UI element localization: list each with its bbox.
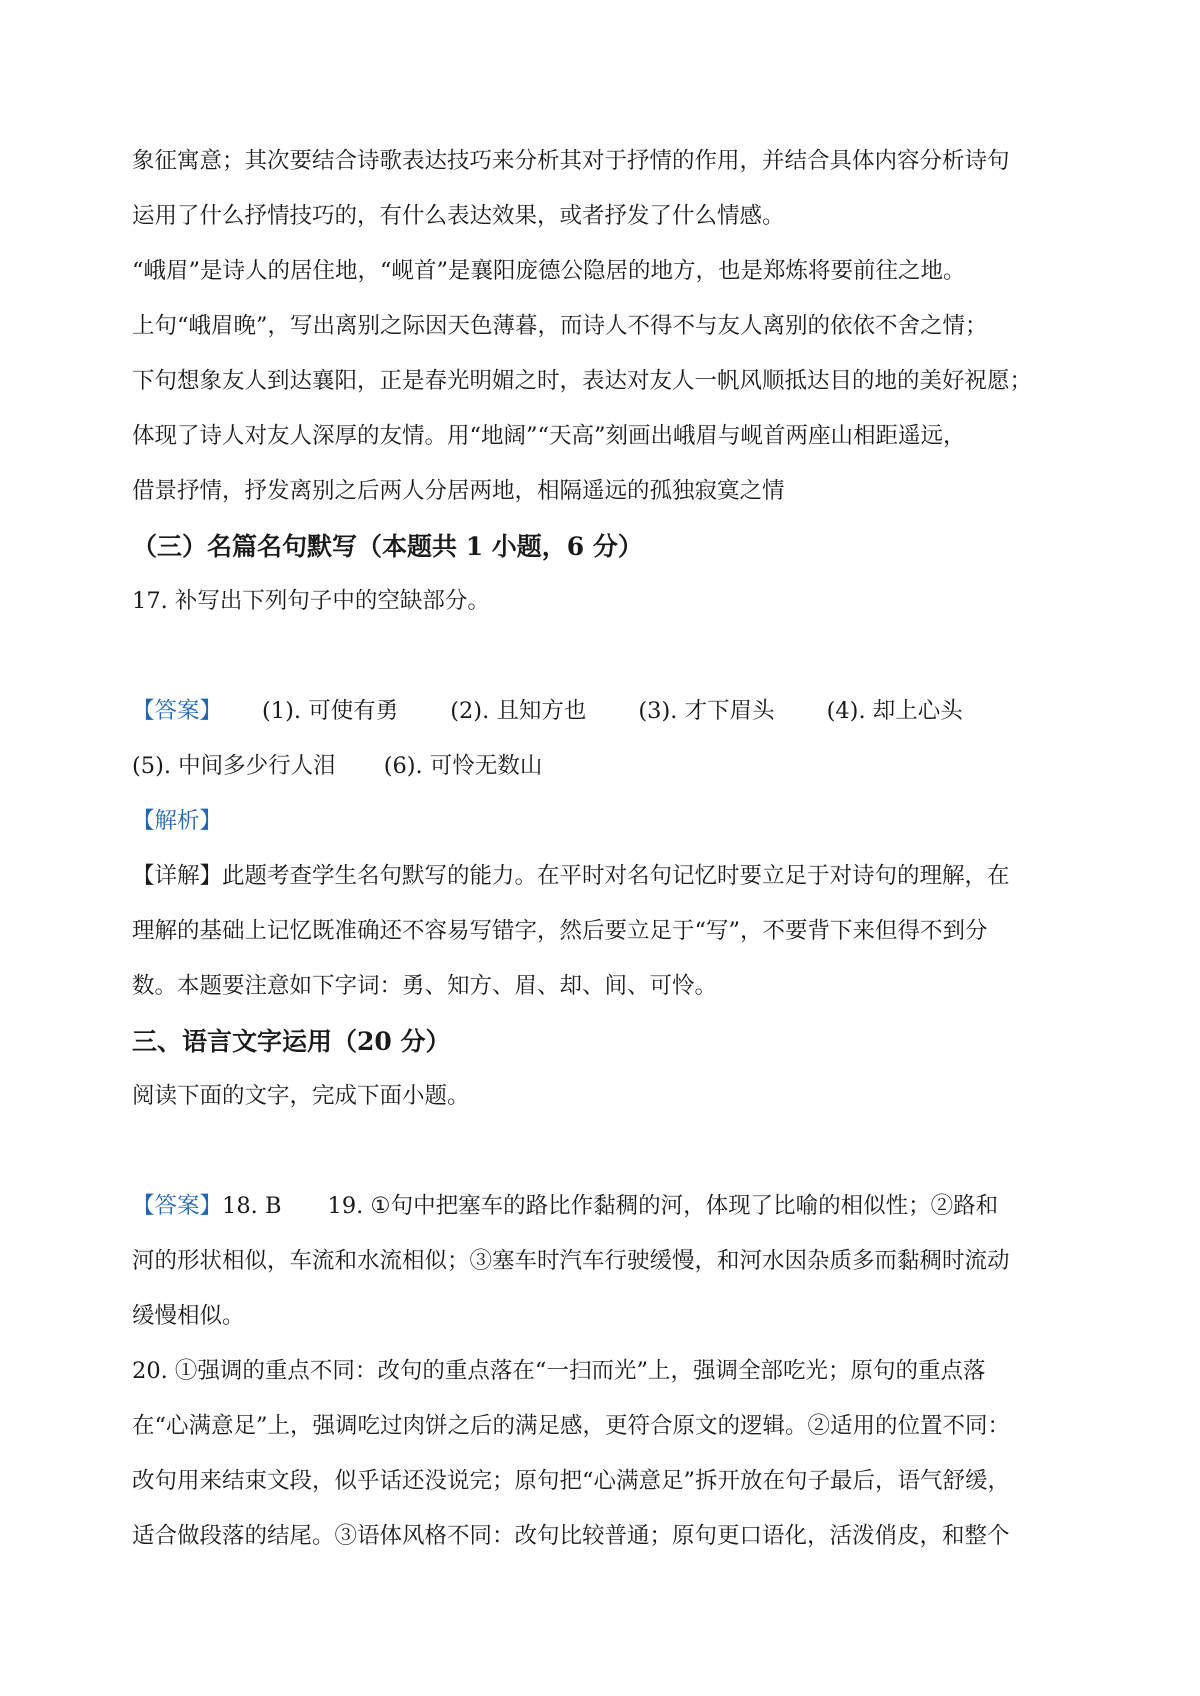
- detail-line: 理解的基础上记忆既准确还不容易写错字，然后要立足于“写”，不要背下来但得不到分: [132, 918, 988, 944]
- analysis-line: 体现了诗人对友人深厚的友情。用“地阔”“天高”刻画出峨眉与岘首两座山相距遥远，: [132, 423, 966, 449]
- document-content: [132, 134, 1080, 1564]
- spacer: [132, 1124, 1080, 1179]
- detail-tag: 【详解】: [132, 863, 223, 889]
- q20-line: 改句用来结束文段，似乎话还没说完；原句把“心满意足”拆开放在句子最后，语气舒缓，: [132, 1468, 1011, 1494]
- question-17-prompt: 17. 补写出下列句子中的空缺部分。: [132, 588, 490, 614]
- q20-line: 适合做段落的结尾。③语体风格不同：改句比较普通；原句更口语化，活泼俏皮，和整个: [132, 1523, 1010, 1549]
- q19-line: 缓慢相似。: [132, 1303, 245, 1329]
- answer-item: (2). 且知方也: [450, 698, 587, 724]
- part-title: 三、语言文字运用（20 分）: [132, 1027, 451, 1056]
- answer-item: (1). 可使有勇: [262, 698, 399, 724]
- detail-text: 此题考查学生名句默写的能力。在平时对名句记忆时要立足于对诗句的理解，在: [222, 863, 1010, 889]
- analysis-tag: 【解析】: [132, 808, 223, 834]
- question-18-19-answer: [132, 1179, 1080, 1234]
- part-intro: 阅读下面的文字，完成下面小题。: [132, 1083, 470, 1109]
- question-17-answer: [132, 684, 1080, 739]
- detail-line: [132, 849, 1080, 904]
- analysis-line: 下句想象友人到达襄阳，正是春光明媚之时，表达对友人一帆风顺抵达目的地的美好祝愿；: [132, 368, 1033, 394]
- q20-line: 20. ①强调的重点不同：改句的重点落在“一扫而光”上，强调全部吃光；原句的重点落: [132, 1358, 986, 1384]
- section-title: （三）名篇名句默写（本题共 1 小题，6 分）: [132, 532, 643, 561]
- analysis-line: 上句“峨眉晚”，写出离别之际因天色薄暮，而诗人不得不与友人离别的依依不舍之情；: [132, 313, 988, 339]
- analysis-line: 借景抒情，抒发离别之后两人分居两地，相隔遥远的孤独寂寞之情: [132, 478, 785, 504]
- q18-answer: 18. B: [222, 1193, 282, 1219]
- q19-line: 河的形状相似，车流和水流相似；③塞车时汽车行驶缓慢，和河水因杂质多而黏稠时流动: [132, 1248, 1010, 1274]
- analysis-line: “峨眉”是诗人的居住地，“岘首”是襄阳庞德公隐居的地方，也是郑炼将要前往之地。: [132, 258, 966, 284]
- answer-item: (4). 却上心头: [826, 698, 963, 724]
- spacer: [132, 629, 1080, 684]
- answer-tag: 【答案】: [132, 1193, 223, 1219]
- answer-item: (5). 中间多少行人泪: [132, 753, 336, 779]
- analysis-line: 象征寓意；其次要结合诗歌表达技巧来分析其对于抒情的作用，并结合具体内容分析诗句: [132, 148, 1010, 174]
- q20-line: 在“心满意足”上，强调吃过肉饼之后的满足感，更符合原文的逻辑。②适用的位置不同：: [132, 1413, 1011, 1439]
- answer-item: (6). 可怜无数山: [383, 753, 543, 779]
- answer-item: (3). 才下眉头: [638, 698, 775, 724]
- q19-line: 19. ①句中把塞车的路比作黏稠的河，体现了比喻的相似性；②路和: [327, 1193, 999, 1219]
- detail-line: 数。本题要注意如下字词：勇、知方、眉、却、间、可怜。: [132, 973, 718, 999]
- question-17-answer-cont: [132, 739, 1080, 794]
- answer-tag: 【答案】: [132, 698, 223, 724]
- analysis-line: 运用了什么抒情技巧的，有什么表达效果，或者抒发了什么情感。: [132, 203, 785, 229]
